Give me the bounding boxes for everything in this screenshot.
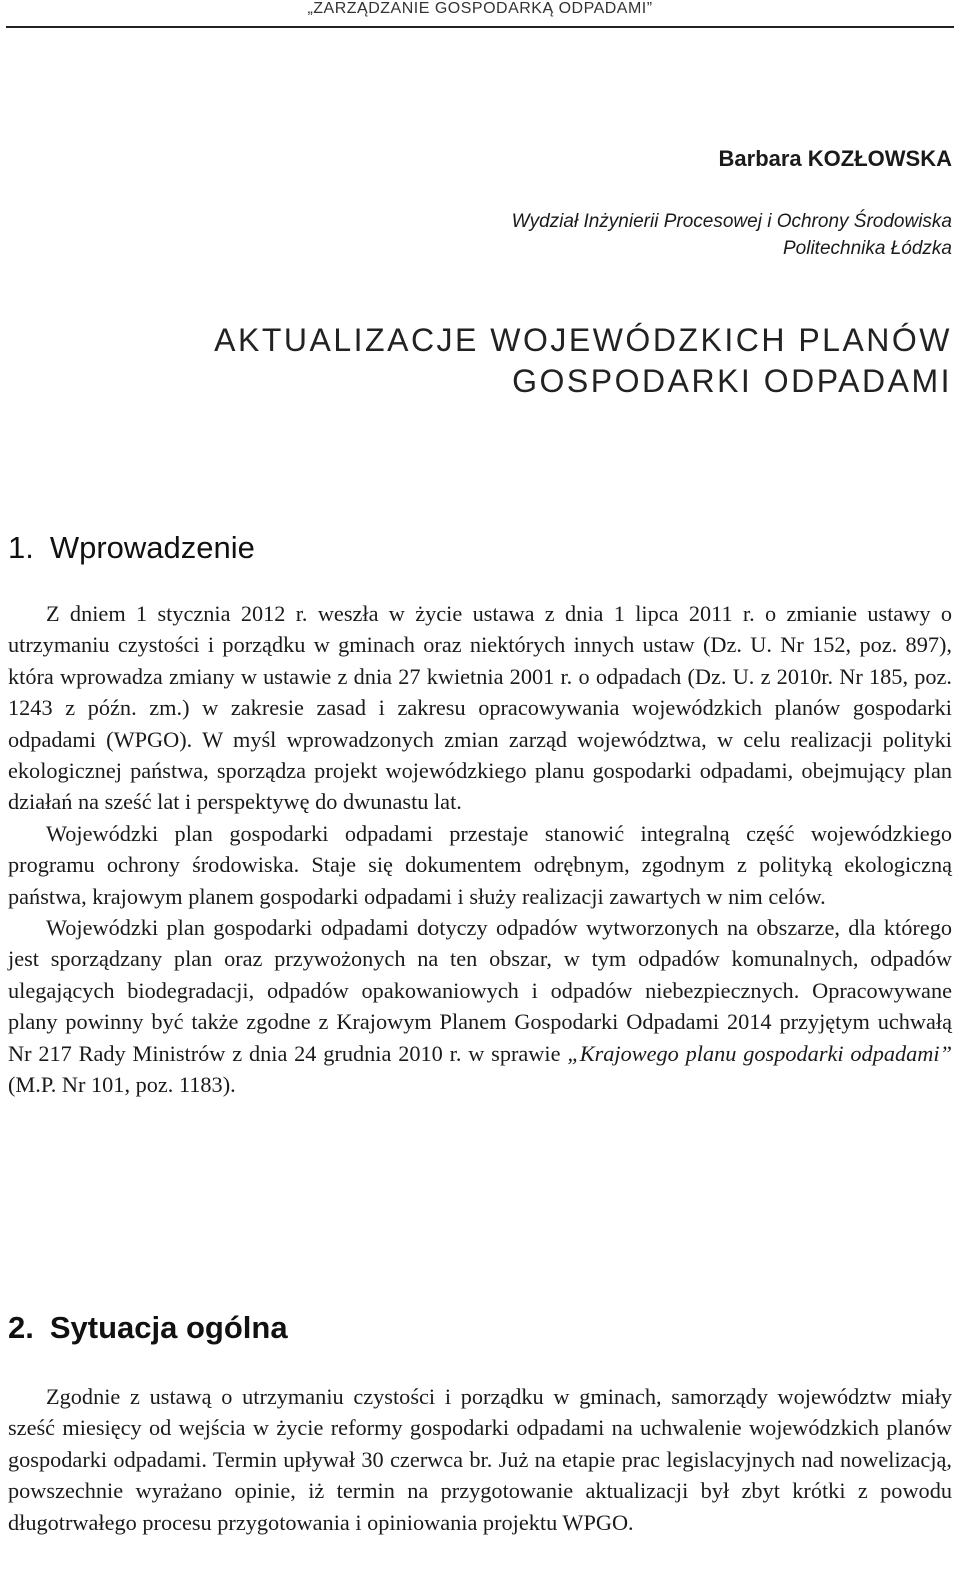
section-2-title: Sytuacja ogólna: [49, 1310, 288, 1345]
header-rule: [6, 26, 954, 28]
section-1-paragraph-2: Wojewódzki plan gospodarki odpadami przestaje stanowić integralną część wojewódzkiego programu ochrony środowiska. Staje się dokumentem odrębnym, zgodnym z polityką ekologiczną państwa, krajowym planem gospodarki odpadami i służy realizacji zawartych w nim celów.: [8, 820, 952, 909]
section-1-paragraph-3: [8, 912, 952, 1100]
section-2-number: 2.: [8, 1310, 34, 1345]
paper-title: [214, 320, 952, 402]
section-1-number: 1.: [8, 530, 34, 565]
author-name: Barbara KOZŁOWSKA: [718, 146, 952, 171]
affiliation: [512, 208, 952, 262]
affiliation-faculty: Wydział Inżynierii Procesowej i Ochrony Środowiska: [511, 211, 952, 232]
paragraph-3-text-after: (M.P. Nr 101, poz. 1183).: [8, 1072, 236, 1098]
section-1-body: [8, 598, 952, 1101]
section-2-paragraph-1: Zgodnie z ustawą o utrzymaniu czystości i porządku w gminach, samorządy województw miały sześć miesięcy od wejścia w życie reformy gospodarki odpadami na uchwalenie wojewódzkich planów gospodarki odpadami. Termin upływał 30 czerwca br. Już na etapie prac legislacyjnych nad nowelizacją, powszechnie wyrażano opinie, iż termin na przygotowanie aktualizacji był zbyt krótki z powodu długotrwałego procesu przygotowania i opiniowania projektu WPGO.: [8, 1384, 952, 1535]
section-1-paragraph-1: Z dniem 1 stycznia 2012 r. weszła w życie ustawa z dnia 1 lipca 2011 r. o zmianie ustawy o utrzymaniu czystości i porządku w gminach oraz niektórych innych ustaw (Dz. U. Nr 152, poz. 897), która wprowadza zmiany w ustawie z dnia 27 kwietnia 2001 r. o odpadach (Dz. U. z 2010r. Nr 185, poz. 1243 z późn. zm.) w zakresie zasad i zakresu opracowywania wojewódzkich planów gospodarki odpadami (WPGO). W myśl wprowadzonych zmian zarząd województwa, w celu realizacji polityki ekologicznej państwa, sporządza projekt wojewódzkiego planu gospodarki odpadami, obejmujący plan działań na sześć lat i perspektywę do dwunastu lat.: [8, 601, 952, 815]
section-1-title: Wprowadzenie: [49, 530, 255, 565]
section-2-body: [8, 1381, 952, 1538]
paper-title-line-2: GOSPODARKI ODPADAMI: [512, 363, 952, 399]
paper-title-line-1: AKTUALIZACJE WOJEWÓDZKICH PLANÓW: [214, 322, 952, 358]
section-1-heading: [8, 530, 255, 566]
affiliation-university: Politechnika Łódzka: [783, 238, 952, 259]
running-head: „ZARZĄDZANIE GOSPODARKĄ ODPADAMI”: [307, 0, 653, 17]
paragraph-3-text-before: Wojewódzki plan gospodarki odpadami dotyczy odpadów wytworzonych na obszarze, dla którego jest sporządzany plan oraz przywożonych na ten obszar, w tym odpadów komunalnych, odpadów ulegających biodegradacji, odpadów opakowaniowych i odpadów niebezpiecznych. Opracowywane plany powinny być także zgodne z Krajowym Planem Gospodarki Odpadami 2014 przyjętym uchwałą Nr 217 Rady Ministrów z dnia 24 grudnia 2010 r. w sprawie: [8, 915, 952, 1066]
section-2-heading: [8, 1310, 288, 1346]
plan-title-citation: „Krajowego planu gospodarki odpadami”: [567, 1040, 952, 1066]
